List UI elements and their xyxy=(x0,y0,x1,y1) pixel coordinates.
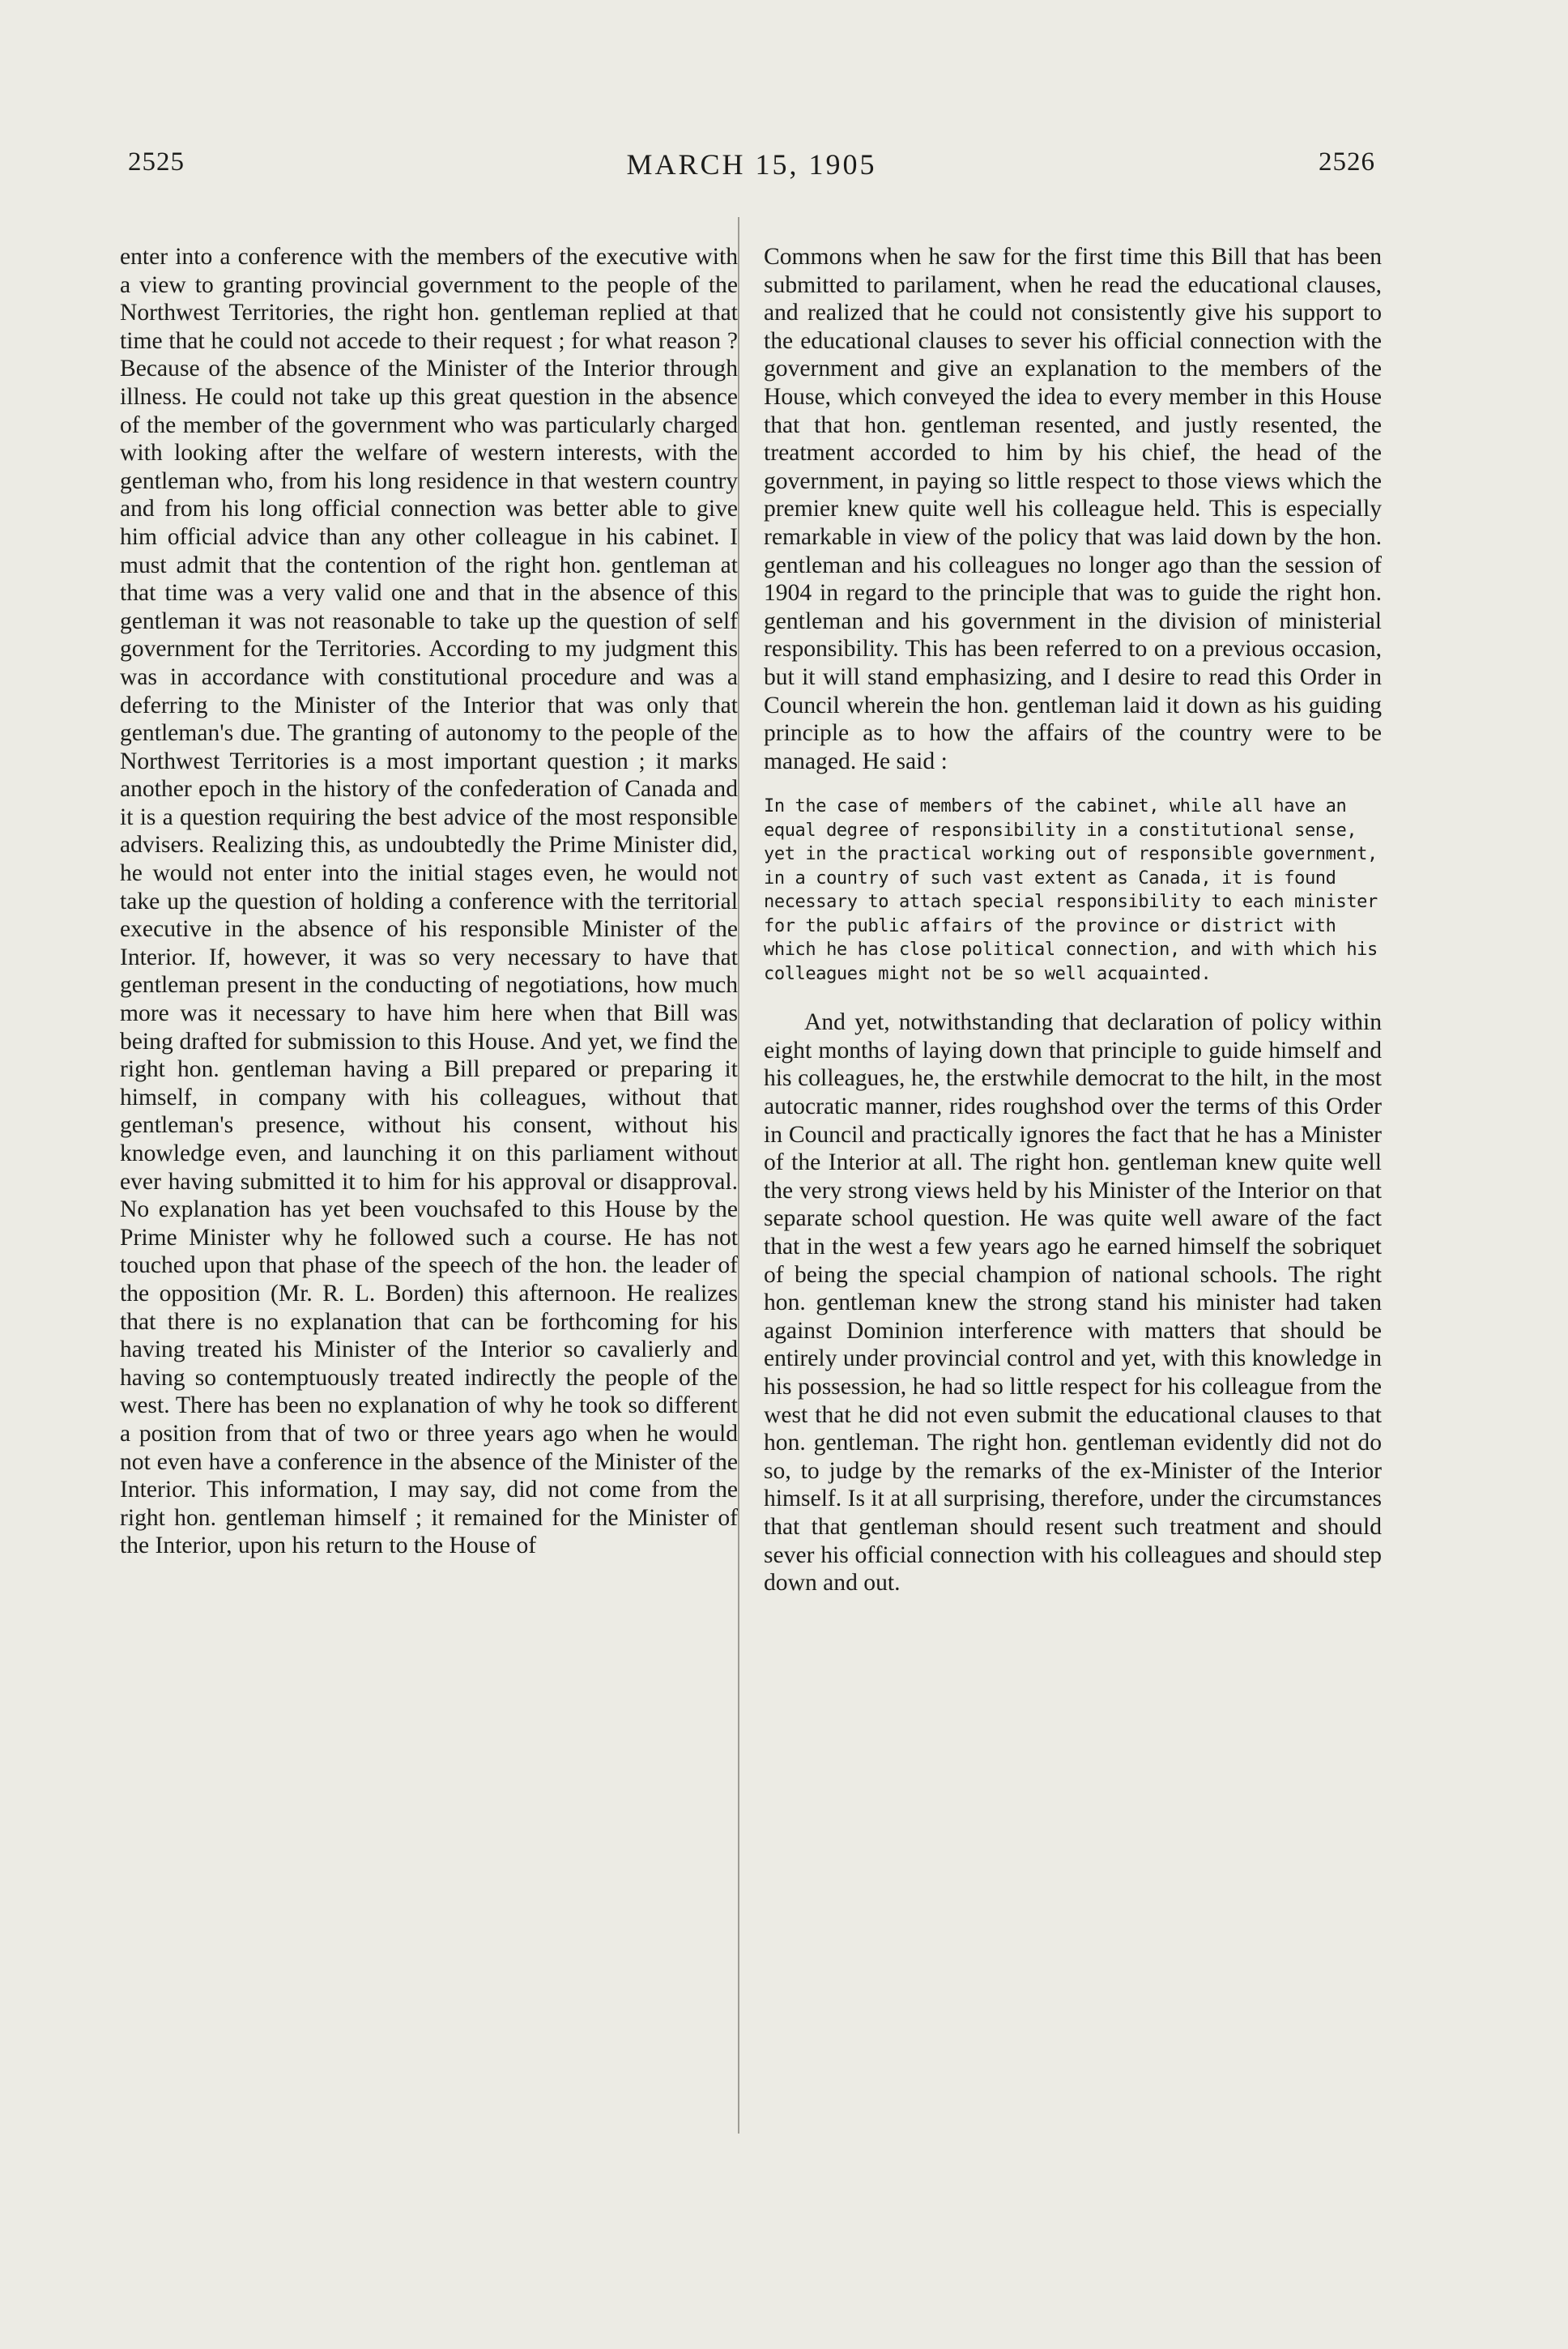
right-page-number: 2526 xyxy=(1319,147,1375,177)
page-header xyxy=(128,147,1375,196)
left-paragraph: enter into a conference with the members of the executive with a view to granting provincial government to the people of the Northwest Territories, the right hon. gentleman replied at that time that he could not accede to their request ; for what reason ? Because of the absence of the Minister of the Interior through illness. He could not take up this great question in the absence of the member of the government who was particularly charged with looking after the welfare of western interests, with the gentleman who, from his long residence in that western country and from his long official connection was better able to give him official advice than any other colleague in his cabinet. I must admit that the contention of the right hon. gentleman at that time was a very valid one and that in the absence of this gentleman it was not reasonable to take up the question of self government for the Territories. According to my judgment this was in accordance with constitutional procedure and was a deferring to the Minister of the Interior that was only that gentleman's due. The granting of autonomy to the people of the Northwest Territories is a most important question ; it marks another epoch in the history of the confederation of Canada and it is a question requiring the best advice of the most responsible advisers. Realizing this, as undoubtedly the Prime Minister did, he would not enter into the initial stages even, he would not take up the question of holding a conference with the territorial executive in the absence of his responsible Minister of the Interior. If, however, it was so very necessary to have that gentleman present in the conducting of negotiations, how much more was it necessary to have him here when that Bill was being drafted for submission to this House. And yet, we find the right hon. gentleman having a Bill prepared or preparing it himself, in company with his colleagues, without that gentleman's presence, without his consent, without his knowledge even, and launching it on this parliament without ever having submitted it to him for his approval or disapproval. No explanation has yet been vouchsafed to this House by the Prime Minister why he followed such a course. He has not touched upon that phase of the speech of the hon. the leader of the opposition (Mr. R. L. Borden) this afternoon. He realizes that there is no explanation that can be forthcoming for his having treated his Minister of the Interior so cavalierly and having so contemptuously treated indirectly the people of the west. There has been no explanation of why he took so different a position from that of two or three years ago when he would not even have a conference in the absence of the Minister of the Interior. This information, I may say, did not come from the right hon. gentleman himself ; it remained for the Minister of the Interior, upon his return to the House of xyxy=(120,244,738,1559)
left-column xyxy=(120,243,738,1560)
left-page-number: 2525 xyxy=(128,147,185,177)
right-paragraph-2: And yet, notwithstanding that declaration of policy within eight months of laying down that principle to guide himself and his colleagues, he, the erstwhile democrat to the hilt, in the most autocratic manner, rides roughshod over the terms of this Order in Council and practically ignores the fact that he has a Minister of the Interior at all. The right hon. gentleman knew quite well the very strong views held by his Minister of the Interior on that separate school question. He was quite well aware of the fact that in the west a few years ago he earned himself the sobriquet of being the special champion of national schools. The right hon. gentleman knew the strong stand his minister had taken against Dominion interference with matters that should be entirely under provincial control and yet, with this knowledge in his possession, he had so little respect for his colleague from the west that he did not even submit the educational clauses to that hon. gentleman. The right hon. gentleman evidently did not do so, to judge by the remarks of the ex-Minister of the Interior himself. Is it at all surprising, therefore, under the circumstances that that gentleman should resent such treatment and should sever his official connection with his colleagues and should step down and out. xyxy=(764,1009,1382,1597)
right-column xyxy=(764,243,1382,1597)
right-paragraph-1: Commons when he saw for the first time this Bill that has been submitted to parilament, when he read the educational clauses, and realized that he could not consistently give his support to the educational clauses to sever his official connection with the government and give an explanation to the members of the House, which conveyed the idea to every member in this House that that hon. gentleman resented, and justly resented, the treatment accorded to him by his chief, the head of the government, in paying so little respect to those views which the premier knew quite well his colleague held. This is especially remarkable in view of the policy that was laid down by the hon. gentleman and his colleagues no longer ago than the session of 1904 in regard to the principle that was to guide the right hon. gentleman and his government in the division of ministerial responsibility. This has been referred to on a previous occasion, but it will stand emphasizing, and I desire to read this Order in Council wherein the hon. gentleman laid it down as his guiding principle as to how the affairs of the country were to be managed. He said : xyxy=(764,244,1382,774)
column-divider xyxy=(738,217,739,2134)
order-in-council-quote: In the case of members of the cabinet, while all have an equal degree of responsibility in a constitutional sense, yet in the practical working out of responsible government, in a country of such vast extent as Canada, it is found necessary to attach special responsibility to each minister for the public affairs of the province or district with which he has close political connection, and with which his colleagues might not be so well acquainted. xyxy=(764,796,1378,984)
page-date: MARCH 15, 1905 xyxy=(626,148,877,181)
